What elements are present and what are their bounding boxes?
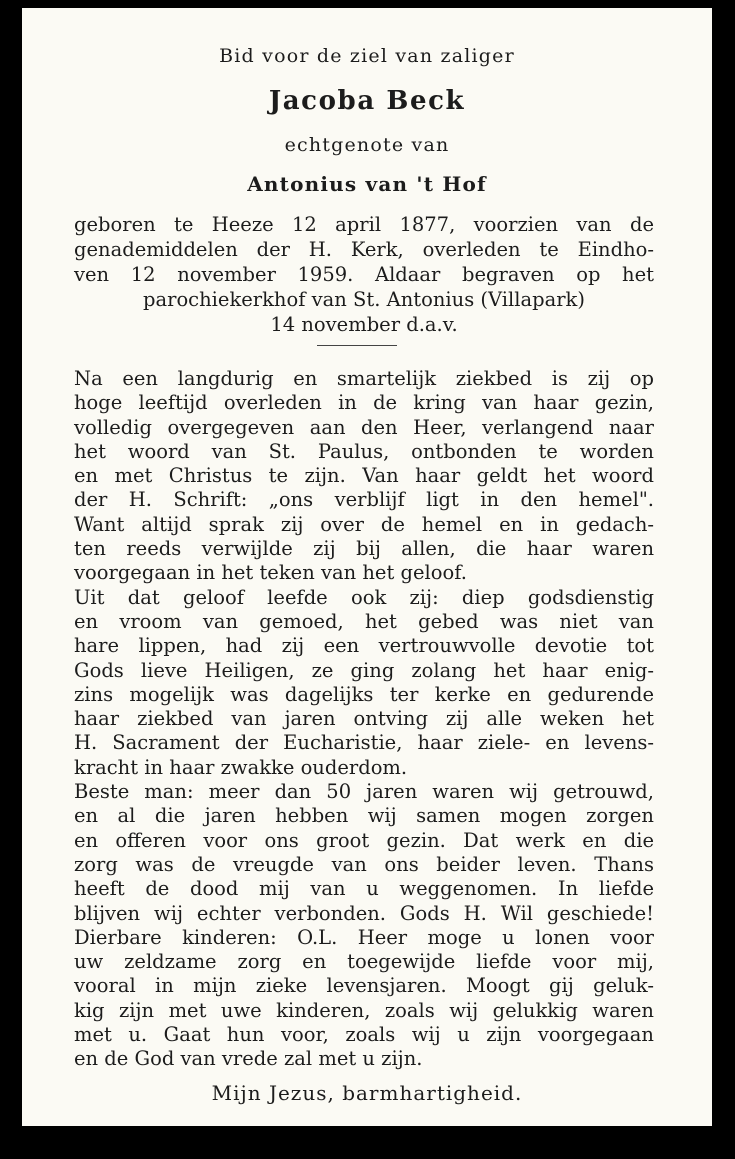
dates-line: ven 12 november 1959. Aldaar begraven op het: [74, 263, 654, 286]
memorial-text: [74, 367, 654, 1072]
text-line: Want altijd sprak zij over de hemel en in gedach-: [74, 512, 654, 536]
text-line: der H. Schrift: „ons verblijf ligt in den hemel".: [74, 488, 654, 512]
text-line: en al die jaren hebben wij samen mogen zorgen: [74, 804, 654, 828]
text-line: zins mogelijk was dagelijks ter kerke en gedurende: [74, 682, 654, 706]
husband-name: Antonius van 't Hof: [247, 172, 487, 196]
text-line: zorg was de vreugde van ons beider leven. Thans: [74, 852, 654, 876]
text-line: het woord van St. Paulus, ontbonden te worden: [74, 439, 654, 463]
text-line: Gods lieve Heiligen, ze ging zolang het haar enig-: [74, 658, 654, 682]
text-line: en de God van vrede zal met u zijn.: [74, 1047, 423, 1071]
text-line: vooral in mijn zieke levensjaren. Moogt gij geluk-: [74, 974, 654, 998]
divider-rule: [317, 345, 397, 346]
text-line: en met Christus te zijn. Van haar geldt het woord: [74, 464, 654, 488]
prayer-heading: Bid voor de ziel van zaliger: [219, 45, 515, 67]
text-line: volledig overgegeven aan den Heer, verlangend naar: [74, 415, 654, 439]
text-line: ten reeds verwijlde zij bij allen, die haar waren: [74, 537, 654, 561]
deceased-name: Jacoba Beck: [268, 86, 466, 116]
text-line: met u. Gaat hun voor, zoals wij u zijn voorgegaan: [74, 1023, 654, 1047]
text-line: haar ziekbed van jaren ontving zij alle weken het: [74, 707, 654, 731]
text-line: uw zeldzame zorg en toegewijde liefde voor mij,: [74, 950, 654, 974]
text-line: Beste man: meer dan 50 jaren waren wij getrouwd,: [74, 780, 654, 804]
life-dates-paragraph: [74, 212, 654, 337]
dates-line: geboren te Heeze 12 april 1877, voorzien van de: [74, 213, 654, 236]
dates-line: genademiddelen der H. Kerk, overleden te Eindho-: [74, 238, 654, 261]
text-line: kig zijn met uwe kinderen, zoals wij gelukkig waren: [74, 998, 654, 1022]
closing-prayer: Mijn Jezus, barmhartigheid.: [211, 1081, 523, 1105]
memorial-card: [22, 8, 712, 1126]
text-line: heeft de dood mij van u weggenomen. In liefde: [74, 877, 654, 901]
text-line: hare lippen, had zij een vertrouwvolle devotie tot: [74, 634, 654, 658]
text-line: Uit dat geloof leefde ook zij: diep godsdienstig: [74, 585, 654, 609]
text-line: blijven wij echter verbonden. Gods H. Wil geschiede!: [74, 901, 654, 925]
dates-line: 14 november d.a.v.: [270, 313, 458, 336]
text-line: en vroom van gemoed, het gebed was niet van: [74, 609, 654, 633]
text-line: Dierbare kinderen: O.L. Heer moge u lonen voor: [74, 925, 654, 949]
text-line: kracht in haar zwakke ouderdom.: [74, 755, 408, 779]
text-line: hoge leeftijd overleden in de kring van haar gezin,: [74, 391, 654, 415]
relation-text: echtgenote van: [284, 134, 450, 156]
text-line: Na een langdurig en smartelijk ziekbed is zij op: [74, 367, 654, 390]
text-line: voorgegaan in het teken van het geloof.: [74, 561, 467, 585]
dates-line: parochiekerkhof van St. Antonius (Villapark): [143, 288, 585, 311]
text-line: H. Sacrament der Eucharistie, haar ziele- en levens-: [74, 731, 654, 755]
text-line: en offeren voor ons groot gezin. Dat werk en die: [74, 828, 654, 852]
